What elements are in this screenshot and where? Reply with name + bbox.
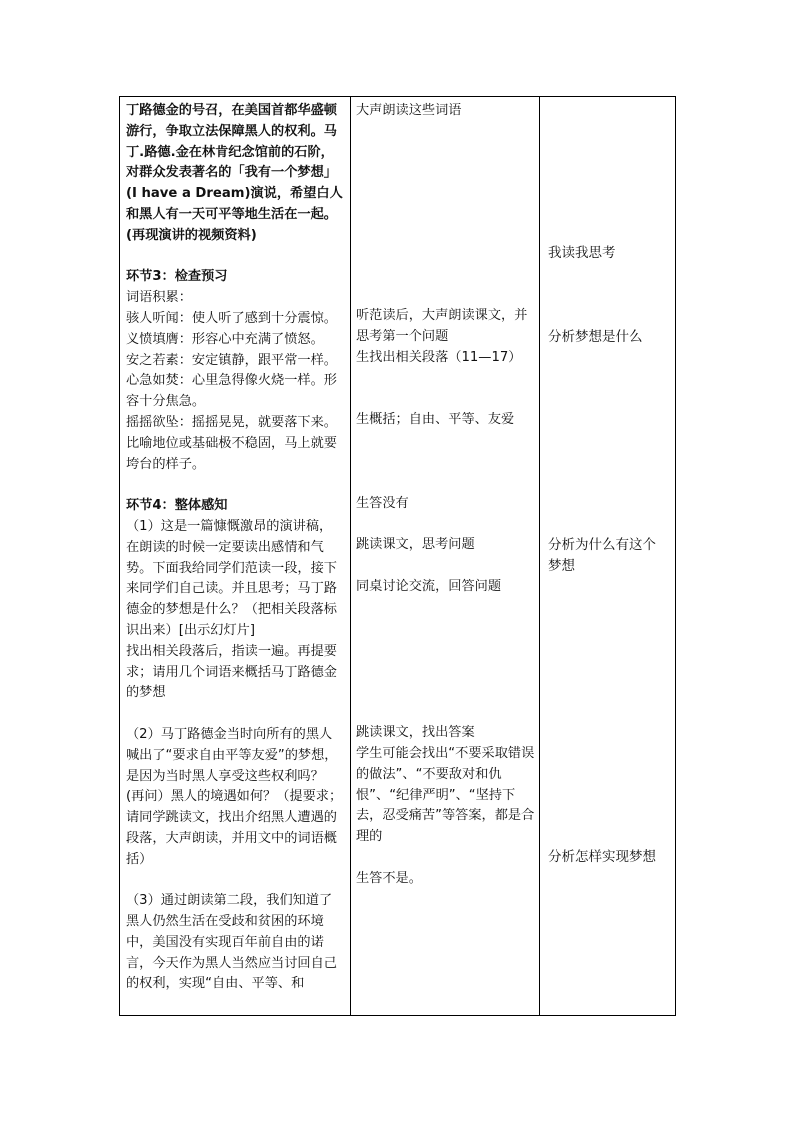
design-intent: 我读我思考 [548,245,616,261]
student-activity: 同桌讨论交流，回答问题 [356,579,502,594]
design-intent-column [540,97,676,1016]
vocab-item: 骇人听闻：使人听了感到十分震惊。 [126,310,337,326]
vocab-item: 义愤填膺：形容心中充满了愤怒。 [126,331,324,347]
design-intent: 分析怎样实现梦想 [548,849,656,865]
student-activity: 生答不是。 [356,871,422,886]
vocab-item: 安之若素：安定镇静，跟平常一样。 [126,352,337,368]
student-activity: 生找出相关段落（11—17） [356,350,522,365]
vocab-title: 词语积累： [126,290,192,306]
question-1-followup: 找出相关段落后，指读一遍。再提要求；请用几个词语来概括马丁路德金的梦想 [126,643,337,701]
question-2-followup: (再问）黑人的境遇如何？（提要求；请同学跳读文，找出介绍黑人遭遇的段落，大声朗读，并用文中的词语概括） [126,789,343,867]
design-intent: 分析梦想是什么 [548,329,643,345]
vocab-item: 心急如焚：心里急得像火烧一样。形容十分焦急。 [126,373,337,410]
question-1: （1）这是一篇慷慨激昂的演讲稿，在朗读的时候一定要读出感情和气势。下面我给同学们范读一段，接下来同学们自己读。并且思考；马丁路德金的梦想是什么？（把相关段落标识出来）[出示幻灯片] [126,518,337,638]
intro-paragraph: 丁路德金的号召，在美国首都华盛顿游行，争取立法保障黑人的权利。马丁.路德.金在林肯纪念馆前的石阶，对群众发表著名的「我有一个梦想」(I have a Dream)演说，希望白人和黑人有一天可平等地生活在一起。(再现演讲的视频资料) [126,103,343,243]
student-activity: 生答没有 [356,496,409,511]
lesson-plan-table [119,96,676,1016]
student-activity: 大声朗读这些词语 [356,103,462,118]
vocab-item: 摇摇欲坠：摇摇晃晃，就要落下来。比喻地位或基础极不稳固，马上就要垮台的样子。 [126,414,337,472]
student-activity: 听范读后，大声朗读课文，并思考第一个问题 [356,308,528,344]
section-4-title: 环节4：整体感知 [126,498,228,514]
student-activity: 跳读课文，找出答案 [356,725,475,740]
design-intent: 分析为什么有这个梦想 [548,537,656,574]
question-2: （2）马丁路德金当时向所有的黑人喊出了“要求自由平等友爱”的梦想，是因为当时黑人享受这些权利吗？ [126,726,338,784]
question-3: （3）通过朗读第二段，我们知道了黑人仍然生活在受歧和贫困的环境中，美国没有实现百年前自由的诺言，今天作为黑人当然应当讨回自己的权利，实现“自由、平等、和 [126,893,337,992]
student-activity: 跳读课文，思考问题 [356,537,475,552]
student-activity: 学生可能会找出“不要采取错误的做法”、“不要敌对和仇恨”、“纪律严明”、“坚持下去，忍受痛苦”等答案，都是合理的 [356,746,535,845]
teacher-activity-column [120,97,351,1016]
section-3-title: 环节3：检查预习 [126,269,228,285]
table-row [120,97,676,1016]
student-activity: 生概括；自由、平等、友爱 [356,412,515,427]
student-activity-column [351,97,540,1016]
